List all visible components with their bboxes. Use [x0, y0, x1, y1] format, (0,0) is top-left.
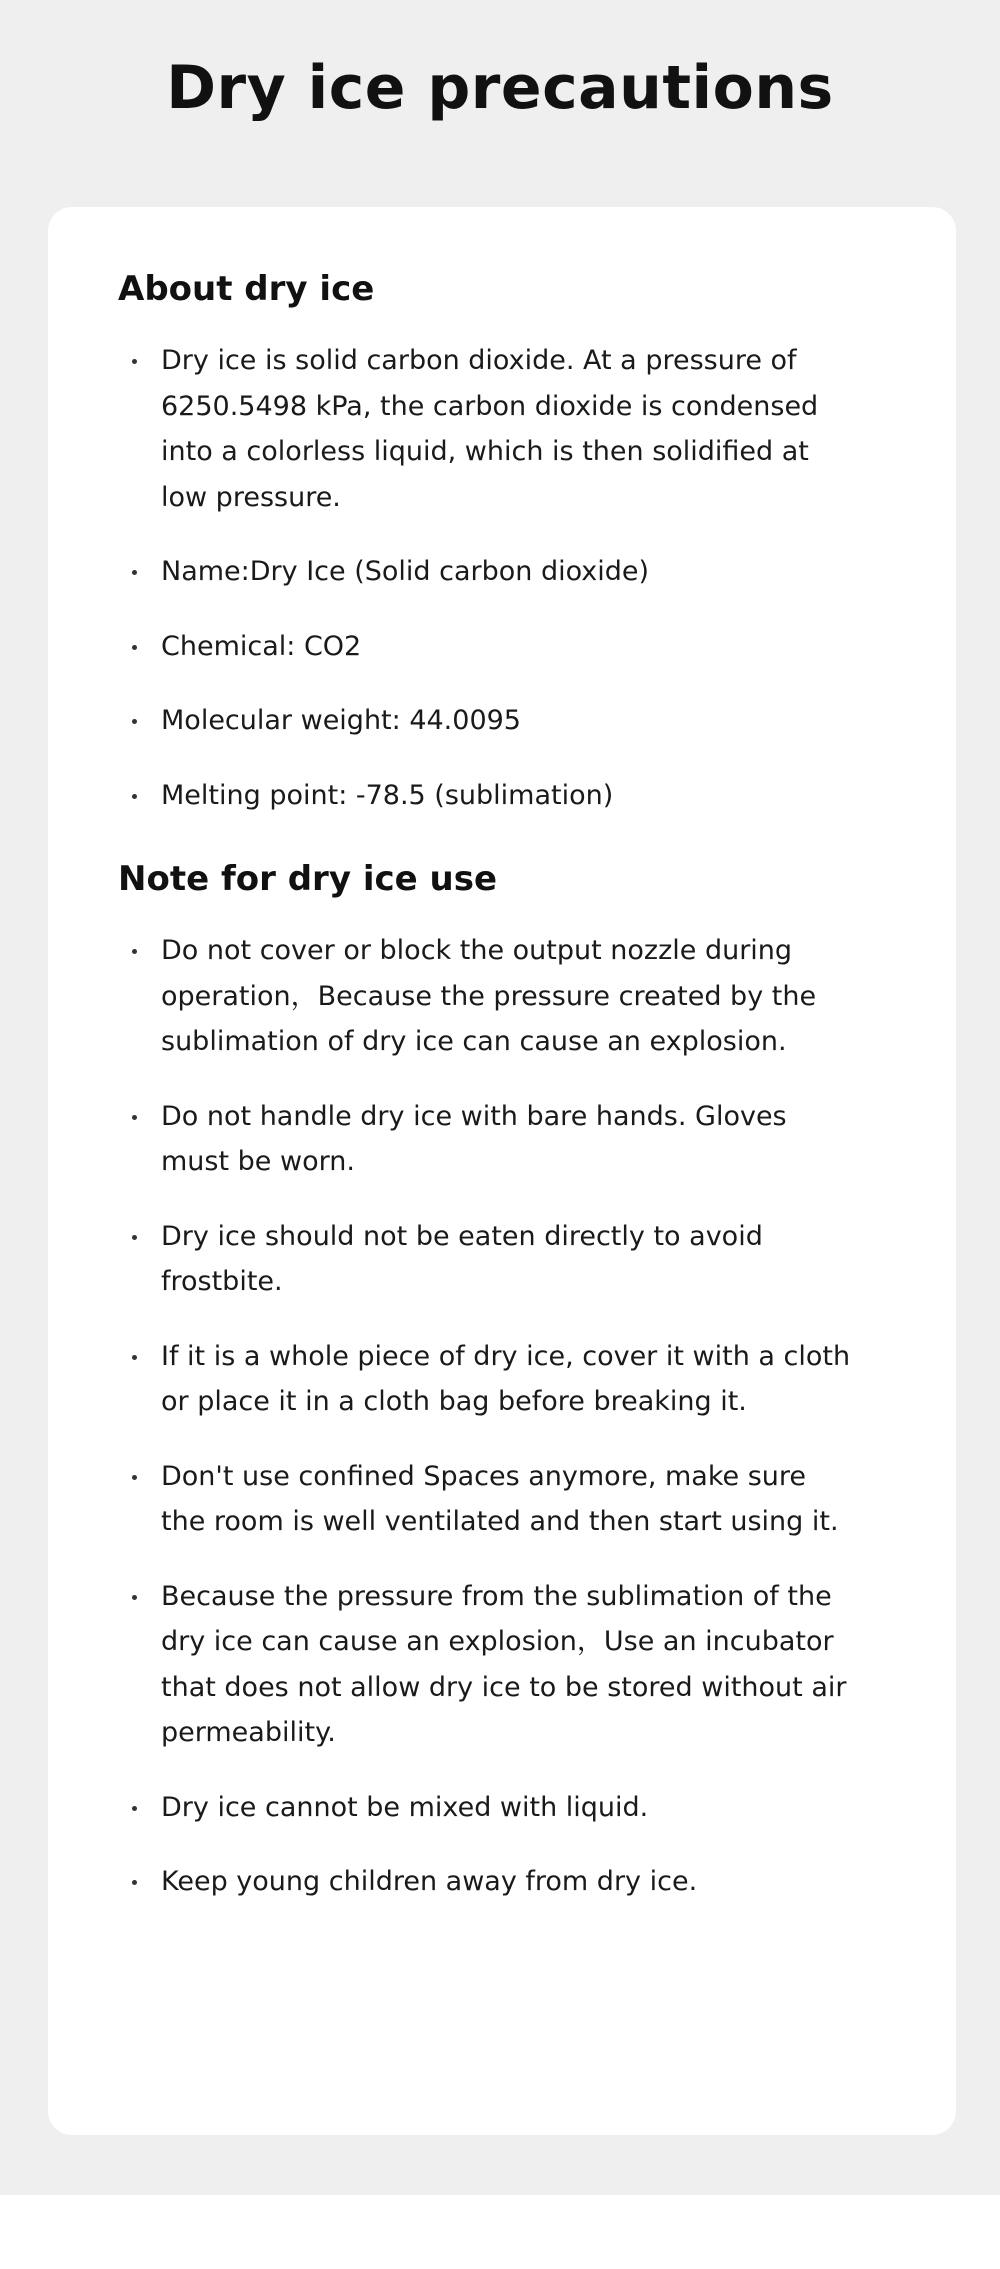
- list-item-text: If it is a whole piece of dry ice, cover it with a cloth or place it in a cloth bag before breaking it.: [161, 1340, 851, 1417]
- list-item-text: Chemical: CO2: [161, 630, 362, 662]
- bullet-icon: [132, 1595, 137, 1600]
- page-title: Dry ice precautions: [166, 53, 834, 123]
- list-item-text: Dry ice cannot be mixed with liquid.: [161, 1791, 649, 1823]
- bullet-icon: [132, 1115, 137, 1120]
- list-item: [118, 338, 886, 520]
- about-list: [118, 338, 886, 818]
- note-list: [118, 928, 886, 1905]
- list-item: [118, 1454, 886, 1545]
- bullet-icon: [132, 794, 137, 799]
- list-item-text: Do not handle dry ice with bare hands. Gloves must be worn.: [161, 1100, 787, 1177]
- section-heading-note: Note for dry ice use: [118, 859, 498, 899]
- list-item: [118, 624, 886, 670]
- list-item: [118, 928, 886, 1065]
- bullet-icon: [132, 359, 137, 364]
- list-item-text: Do not cover or block the output nozzle during operation，Because the pressure created by the sublimation of dry ice can cause an explosion.: [161, 935, 817, 1057]
- list-item-text: Name:Dry Ice (Solid carbon dioxide): [161, 556, 650, 587]
- list-item-text: Because the pressure from the sublimation of the dry ice can cause an explosion，Use an incubator that does not allow dry ice to be stored without air permeability.: [161, 1580, 847, 1748]
- list-item-text: Dry ice is solid carbon dioxide. At a pressure of 6250.5498 kPa, the carbon dioxide is condensed into a colorless liquid, which is then solidified at low pressure.: [161, 345, 819, 513]
- bullet-icon: [132, 1355, 137, 1360]
- bullet-icon: [132, 719, 137, 724]
- bullet-icon: [132, 949, 137, 954]
- list-item-text: Keep young children away from dry ice.: [161, 1866, 698, 1897]
- list-item-text: Melting point: -78.5 (sublimation): [161, 779, 614, 811]
- bullet-icon: [132, 645, 137, 650]
- section-heading-about: About dry ice: [118, 269, 375, 309]
- list-item: [118, 1574, 886, 1756]
- list-item: [118, 773, 886, 819]
- bullet-icon: [132, 1235, 137, 1240]
- list-item-text: Molecular weight: 44.0095: [161, 705, 521, 736]
- list-item-text: Dry ice should not be eaten directly to avoid frostbite.: [161, 1220, 763, 1297]
- bullet-icon: [132, 1475, 137, 1480]
- list-item: [118, 698, 886, 744]
- bullet-icon: [132, 1806, 137, 1811]
- list-item: [118, 1214, 886, 1305]
- list-item: [118, 1785, 886, 1831]
- content-card: [48, 207, 956, 2135]
- list-item: [118, 549, 886, 595]
- list-item: [118, 1094, 886, 1185]
- bullet-icon: [132, 570, 137, 575]
- bullet-icon: [132, 1880, 137, 1885]
- list-item: [118, 1334, 886, 1425]
- list-item-text: Don't use confined Spaces anymore, make sure the room is well ventilated and then start using it.: [161, 1460, 839, 1537]
- list-item: [118, 1859, 886, 1905]
